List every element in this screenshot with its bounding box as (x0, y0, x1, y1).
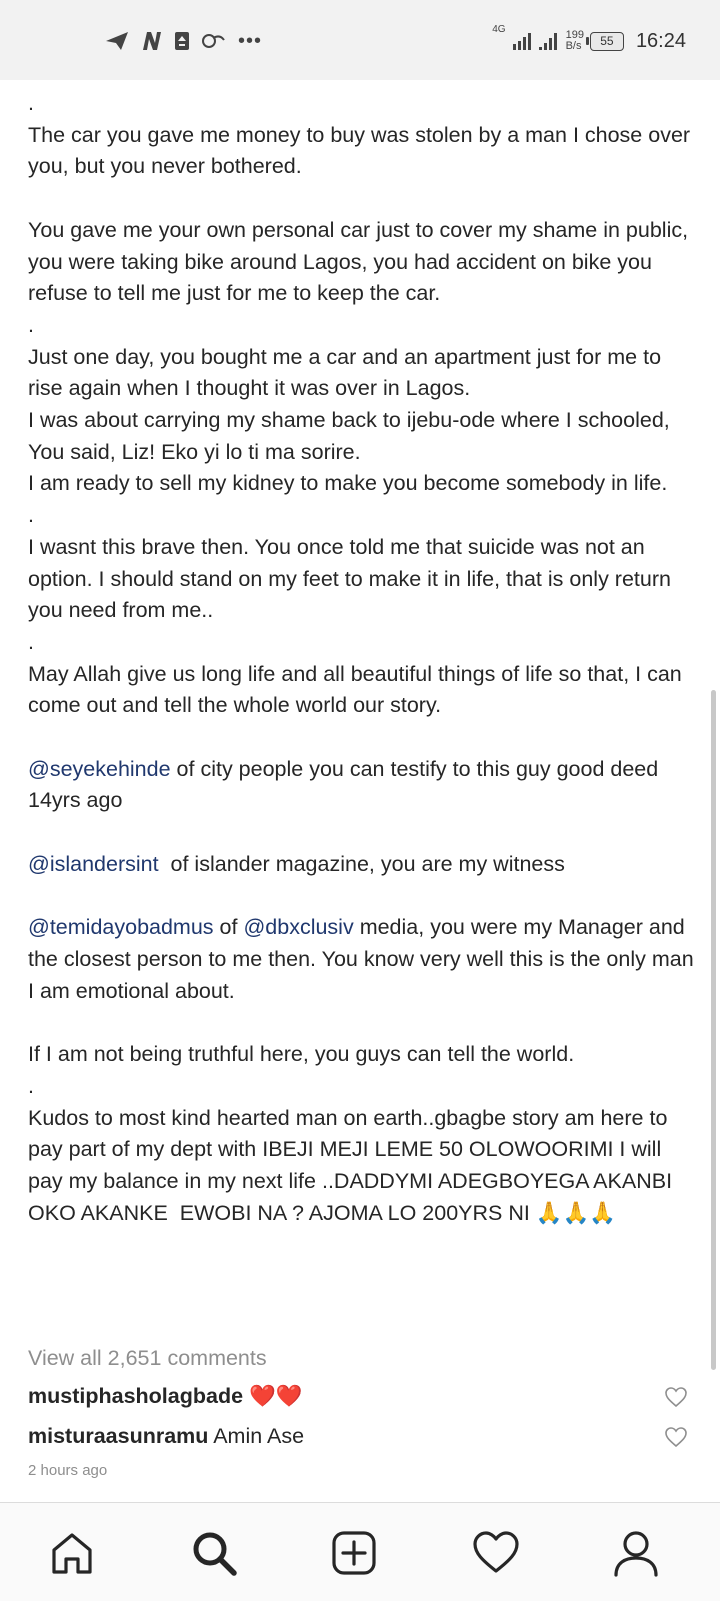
battery-icon (590, 32, 624, 51)
nav-profile-button[interactable] (610, 1527, 662, 1579)
upload-icon (174, 30, 190, 52)
status-right-icons (492, 24, 686, 58)
comment-username[interactable]: misturaasunramu (28, 1424, 209, 1448)
signal-icon-2 (538, 32, 560, 50)
mention-link[interactable]: @temidayobadmus (28, 915, 214, 940)
notification-n-icon (140, 30, 164, 52)
post-caption-area (28, 80, 698, 1490)
comment-row (28, 1424, 688, 1449)
caption-text: of (213, 915, 244, 940)
comment-text: ❤️❤️ (249, 1384, 303, 1408)
caption-text: media, you were my Manager and the closest person to me then. You know very well this is the only man I am emotional about. If I am not being truthful here, you guys can tell the world. . Kudos to most kind hearted man on earth..gbagbe story am here to pay part of my dept with IBEJI MEJI LEME 50 OLOWOORIMI I will pay my balance in my next life ..DADDYMI ADEGBOYEGA AKANBI OKO AKANKE EWOBI NA ? AJOMA LO 200YRS NI 🙏🙏🙏 (28, 915, 694, 1225)
app-notification-icon (200, 30, 228, 52)
comment-username[interactable]: mustiphasholagbade (28, 1384, 244, 1408)
network-speed (566, 30, 584, 52)
caption-text: of islander magazine, you are my witness (170, 851, 565, 876)
network-speed-unit: B/s (565, 40, 582, 52)
view-all-comments-link[interactable]: View all 2,651 comments (28, 1346, 267, 1370)
nav-activity-button[interactable] (470, 1527, 522, 1579)
post-caption (28, 88, 698, 1229)
network-type: 4G (492, 24, 506, 35)
mention-link[interactable]: @islandersint (28, 851, 159, 876)
status-left-icons (104, 24, 262, 58)
scrollbar[interactable] (711, 690, 716, 1370)
comment-text: Amin Ase (213, 1424, 305, 1448)
more-notifications-dots: ••• (238, 29, 263, 52)
nav-search-button[interactable] (188, 1527, 240, 1579)
like-comment-heart-icon[interactable] (664, 1386, 688, 1408)
add-post-icon (330, 1529, 378, 1577)
search-icon (190, 1529, 238, 1577)
mention-link[interactable]: @seyekehinde (28, 756, 171, 781)
activity-heart-icon (472, 1530, 520, 1576)
profile-icon (612, 1529, 660, 1577)
clock: 16:24 (635, 29, 686, 52)
home-icon (49, 1530, 95, 1576)
nav-new-post-button[interactable] (328, 1527, 380, 1579)
like-comment-heart-icon[interactable] (664, 1426, 688, 1448)
nav-home-button[interactable] (46, 1527, 98, 1579)
caption-text: . The car you gave me money to buy was stolen by a man I chose over you, but you never bothered. You gave me your own personal car just to cover my shame in public, you were taking bike around Lagos, you had accident on bike you refuse to tell me just for me to keep the car. . Just one day, you bought me a car and an apartment just for me to rise again when I thought it was over in Lagos. I was about carrying my shame back to ijebu-ode where I schooled, You said, Liz! Eko yi lo ti ma sorire. I am ready to sell my kidney to make you become somebody in life. . I wasnt this brave then. You once told me that suicide was not an option. I should stand on my feet to make it in life, that is only return you need from me.. . May Allah give us long life and all beautiful things of life so that, I can come out and tell the whole world our story. (28, 91, 691, 718)
network-speed-value: 199 (565, 29, 584, 41)
post-timestamp: 2 hours ago (28, 1462, 108, 1479)
comment-row (28, 1384, 688, 1409)
battery-level: 55 (600, 34, 614, 48)
mention-link[interactable]: @dbxclusiv (243, 915, 354, 940)
caption-text: of city people you can testify to this guy good deed 14yrs ago (28, 756, 659, 813)
bottom-nav (0, 1502, 720, 1601)
send-icon (104, 30, 130, 52)
status-bar (0, 0, 720, 80)
signal-icon (512, 32, 532, 50)
